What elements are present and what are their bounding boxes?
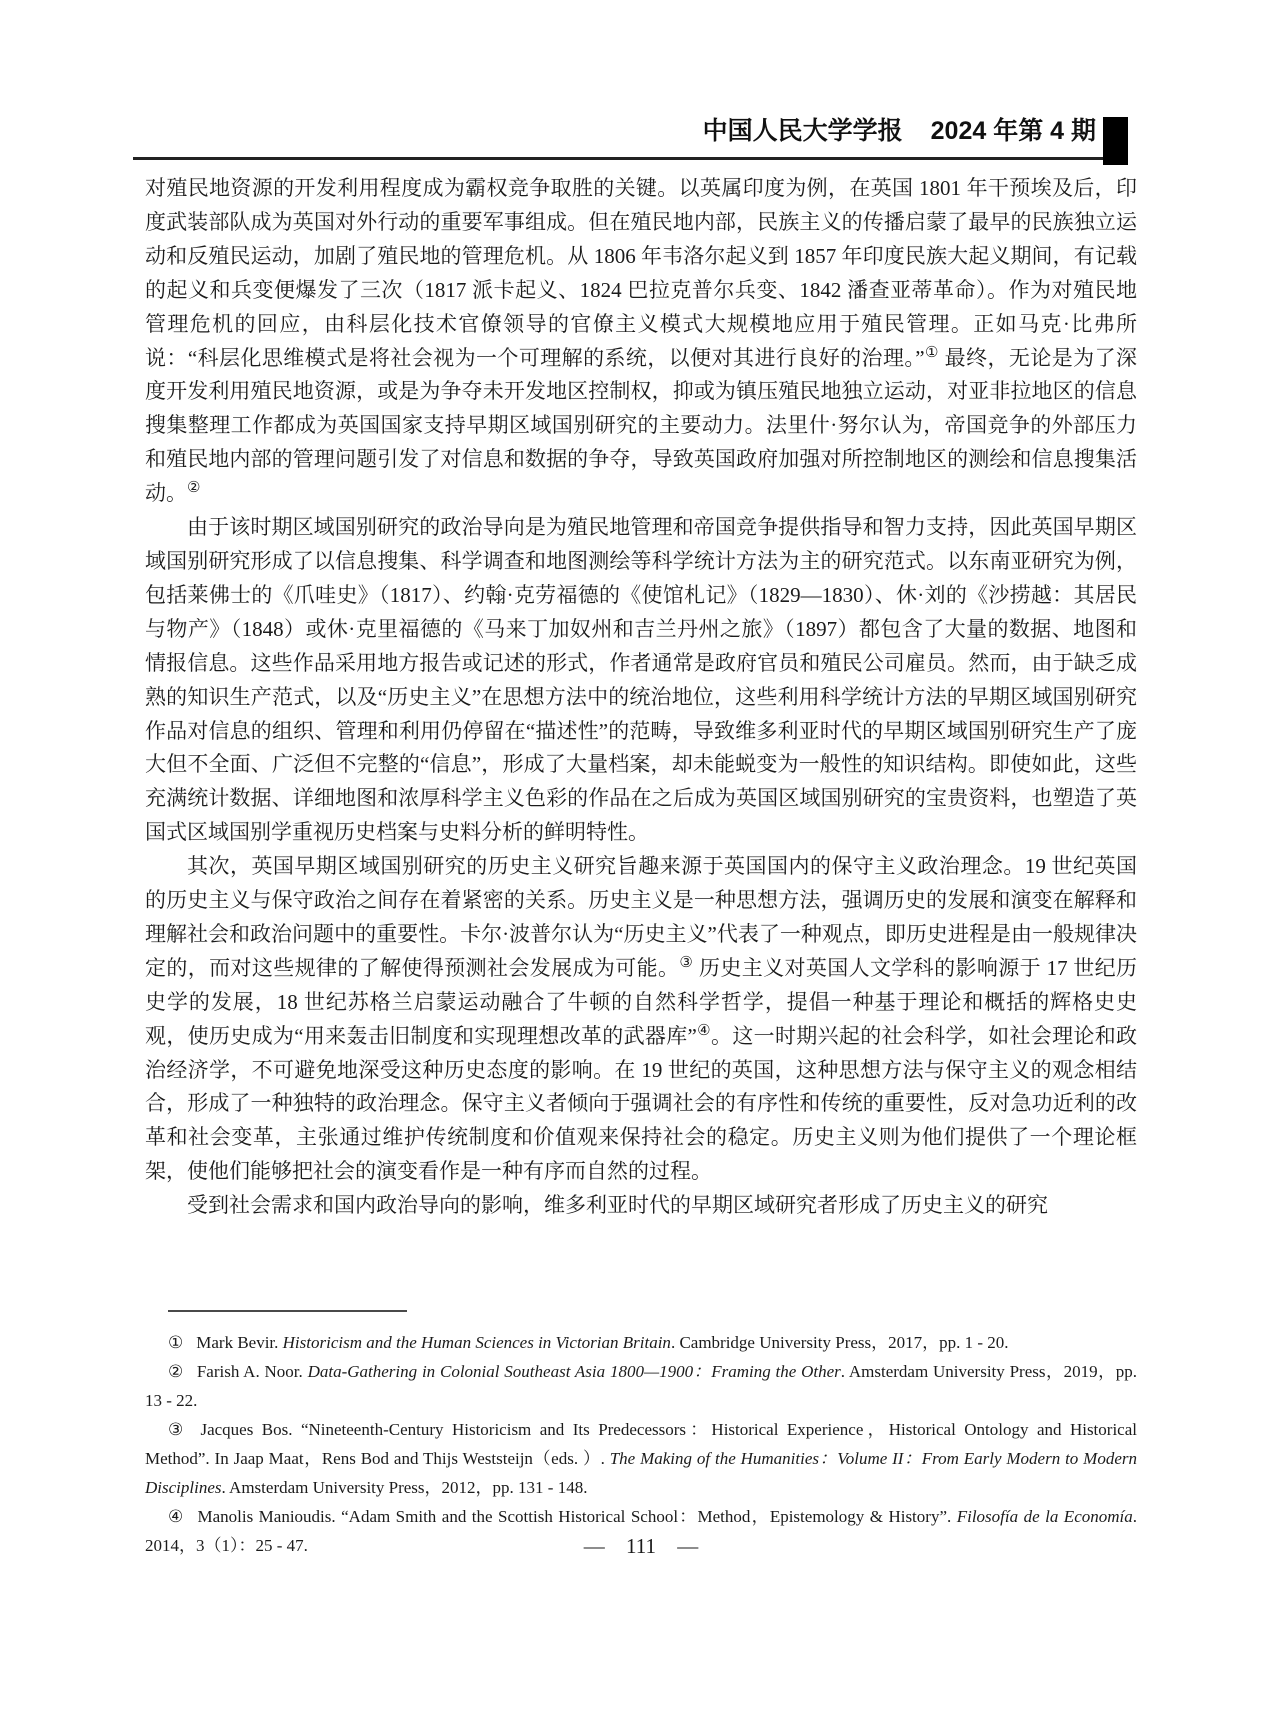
header-rule — [133, 157, 1103, 160]
header-corner-block — [1103, 117, 1128, 165]
page-number: — 111 — — [583, 1534, 699, 1558]
issue-label: 2024 年第 4 期 — [930, 117, 1096, 145]
footnote-marker: ② — [168, 1362, 184, 1381]
paragraph: 对殖民地资源的开发利用程度成为霸权竞争取胜的关键。以英属印度为例，在英国 1801 年干预埃及后，印度武装部队成为英国对外行动的重要军事组成。但在殖民地内部，民族主义的传播启蒙了最早的民族独立运动和反殖民运动，加剧了殖民地的管理危机。从 1806 年韦洛尔起义到 1857 年印度民族大起义期间，有记载的起义和兵变便爆发了三次（1817 派卡起义、1824 巴拉克普尔兵变、1842 潘查亚蒂革命）。作为对殖民地管理危机的回应，由科层化技术官僚领导的官僚主义模式大规模地应用于殖民管理。正如马克·比弗所说：“科层化思维模式是将社会视为一个可理解的系统，以便对其进行良好的治理。”① 最终，无论是为了深度开发利用殖民地资源，或是为争夺未开发地区控制权，抑或为镇压殖民地独立运动，对亚非拉地区的信息搜集整理工作都成为英国国家支持早期区域国别研究的主要动力。法里什·努尔认为，帝国竞争的外部压力和殖民地内部的管理问题引发了对信息和数据的争夺，导致英国政府加强对所控制地区的测绘和信息搜集活动。② — [145, 176, 1138, 506]
paragraph: 其次，英国早期区域国别研究的历史主义研究旨趣来源于英国国内的保守主义政治理念。19 世纪英国的历史主义与保守政治之间存在着紧密的关系。历史主义是一种思想方法，强调历史的发展和演变在解释和理解社会和政治问题中的重要性。卡尔·波普尔认为“历史主义”代表了一种观点，即历史进程是由一般规律决定的，而对这些规律的了解使得预测社会发展成为可能。③ 历史主义对英国人文学科的影响源于 17 世纪历史学的发展，18 世纪苏格兰启蒙运动融合了牛顿的自然科学哲学，提倡一种基于理论和概括的辉格史史观，使历史成为“用来轰击旧制度和实现理想改革的武器库”④。这一时期兴起的社会科学，如社会理论和政治经济学，不可避免地深受这种历史态度的影响。在 19 世纪的英国，这种思想方法与保守主义的观念相结合，形成了一种独特的政治理念。保守主义者倾向于强调社会的有序性和传统的重要性，反对急功近利的改革和社会变革，主张通过维护传统制度和价值观来保持社会的稳定。历史主义则为他们提供了一个理论框架，使他们能够把社会的演变看作是一种有序而自然的过程。 — [145, 854, 1138, 1184]
footnote — [145, 1328, 1137, 1357]
footnote — [145, 1415, 1137, 1502]
footnote-separator — [168, 1310, 407, 1312]
article-body — [145, 172, 1137, 1223]
footnote-text: Jacques Bos. “Nineteenth-Century Historicism and Its Predecessors：Historical Experience，Historical Ontology and Historical Method”. In Jaap Maat，Rens Bod and Thijs Weststeijn（eds. ）. The Making of the Humanities：Volume II：From Early Modern to Modern Disciplines. Amsterdam University Press，2012，pp. 131 - 148. — [145, 1420, 1137, 1497]
footnotes — [145, 1328, 1137, 1560]
footnote-text: Mark Bevir. Historicism and the Human Sciences in Victorian Britain. Cambridge University Press，2017，pp. 1 - 20. — [196, 1333, 1009, 1352]
footnote-marker: ① — [168, 1333, 184, 1352]
page-header — [133, 116, 1096, 147]
footnote — [145, 1357, 1137, 1415]
footnote-text: Farish A. Noor. Data-Gathering in Colonial Southeast Asia 1800—1900：Framing the Other. Amsterdam University Press，2019，pp. 13 - 22. — [145, 1362, 1137, 1410]
paragraph: 受到社会需求和国内政治导向的影响，维多利亚时代的早期区域研究者形成了历史主义的研究 — [187, 1193, 1048, 1218]
journal-title: 中国人民大学学报 — [702, 117, 903, 145]
footnote-marker: ④ — [168, 1507, 185, 1526]
paragraph: 由于该时期区域国别研究的政治导向是为殖民地管理和帝国竞争提供指导和智力支持，因此英国早期区域国别研究形成了以信息搜集、科学调查和地图测绘等科学统计方法为主的研究范式。以东南亚研究为例，包括莱佛士的《爪哇史》（1817）、约翰·克劳福德的《使馆札记》（1829—1830）、休·刘的《沙捞越：其居民与物产》（1848）或休·克里福德的《马来丁加奴州和吉兰丹州之旅》（1897）都包含了大量的数据、地图和情报信息。这些作品采用地方报告或记述的形式，作者通常是政府官员和殖民公司雇员。然而，由于缺乏成熟的知识生产范式，以及“历史主义”在思想方法中的统治地位，这些利用科学统计方法的早期区域国别研究作品对信息的组织、管理和利用仍停留在“描述性”的范畴，导致维多利亚时代的早期区域国别研究生产了庞大但不全面、广泛但不完整的“信息”，形成了大量档案，却未能蜕变为一般性的知识结构。即使如此，这些充满统计数据、详细地图和浓厚科学主义色彩的作品在之后成为英国区域国别研究的宝贵资料，也塑造了英国式区域国别学重视历史档案与史料分析的鲜明特性。 — [145, 515, 1137, 845]
footnote-text: Manolis Manioudis. “Adam Smith and the Scottish Historical School：Method，Epistemology & History”. Filosofía de la Economía. 2014，3（1）：25 - 47. — [145, 1507, 1137, 1555]
footnote-marker: ③ — [168, 1420, 188, 1439]
